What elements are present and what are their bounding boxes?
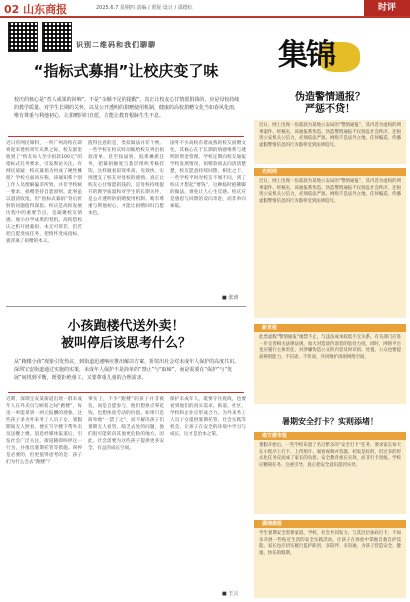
article2-body-col2: 事实上，不少“跑楼”的孩子并非被迫，而是自愿参与，他们想挣点零花钱，也想体验劳动的价值。如果只是简单地“一禁了之”，而不解决孩子们暑期无人看管、缺乏去处的问题，他们很可能转向其他更危险的地方。因此，社会需要为这些孩子提供更多安全、有益的成长空间。 — [88, 397, 164, 451]
page-header — [0, 0, 410, 18]
commentary5-body: 学生暑期安全需要家庭、学校、社会共同发力。与其层层加码打卡，不如多开展一些贴近生活的安全实践活动，让孩子在体验中掌握自救自护技能。家长也应切实履行监护职责，多陪伴、多沟通，为孩子营造安全、健康、快乐的假期。 — [259, 531, 401, 556]
commentary4-source: 南方都市报 — [254, 432, 406, 440]
article1-byline: ■ 张涛 — [222, 295, 239, 301]
article1-body-col2: 值得注意的是，类似做法并非个例。一些学校在校庆时动辄给校友列出捐款清单，甚至按届别、院系摊派任务，把募捐额度与基层组织考核挂钩。这样做看似效率高、见效快，实则透支了校友对母校的感情。真正让校友心甘情愿捐钱的，是母校持续提升的教学质量和对学生的长期关怀，是公开透明的捐赠使用机制。唯有尊重与利他初心，才能让捐赠回归自愿本色。 — [88, 141, 164, 216]
commentary1-title: 伪造警情通报？ 严惩不贷！ — [295, 92, 365, 115]
commentary1-card — [254, 120, 406, 164]
article1-lead: 校庆的核心是“育人成果的回响”，不是“余额不足的提醒”。真正让校友心甘情愿捐钱的，应是母校持续的教学质量、对学生长期的关怀，以及公开透明的捐赠使用机制，健康的高校捐赠文化当如春风化雨，唯有尊重与利他初心，让捐赠回归自愿，方能让教育根脉生生不息。 — [14, 97, 240, 119]
commentary3-source: 新京报 — [254, 324, 406, 332]
commentary2-card — [254, 168, 406, 318]
article2-lead: 从“跑楼小孩”现象引发热议，到街道迅速响应推出解决方案，折射出社会对未成年人保护的高度共识。深圳宝安街道通过实施的实策，未成年人保护不是简单的“禁止”与“取缔”，而是需要在“保护”与“发展”间找到平衡，既要拒绝童工，又要尊重儿童的合理需求。 — [14, 359, 240, 381]
divider — [8, 136, 244, 137]
commentary4-card — [254, 432, 406, 514]
article1-title: “指标式募捐”让校庆变了味 — [33, 62, 219, 80]
column-logo — [266, 24, 386, 86]
article2-title: 小孩跑楼代送外卖！ 被叫停后该思考什么？ — [60, 319, 191, 351]
commentary4-title: 暑期安全打卡？实则添堵！ — [282, 417, 378, 426]
article1-body-col1: 近日有网民爆料，一所广州高校在即将迎来建校周年庆典之际，校友群里收到了“校友每人至少捐款100元”的指标式任务要求，引发舆论关注。有网民质疑：校庆募捐为何成了硬性摊派？学校方面回应称，该通知系个别工作人员理解偏差所致，并非学校统一要求，捐赠坚持自愿原则。此事虽以澄清收尾，但“指标式募捐”背后折射的问题值得深思。校庆是高校发展历程中的重要节点，是凝聚校友情感、展示办学成果的契机。高校借校庆之机开展募捐，本无可厚非，但若把自愿变成任务，把情怀变成指标，就背离了捐赠的本义。 — [6, 141, 82, 244]
page-number: 02 山东商报 — [4, 3, 68, 16]
issue-meta: 2025.6.7 星期四 责编 / 贾悦 设计 / 邵德红 — [96, 5, 193, 11]
article2-byline: ■ 王言 — [222, 591, 239, 597]
commentary-column — [252, 18, 408, 602]
logo-text: 集锦 — [278, 38, 334, 73]
section-divider — [6, 306, 246, 307]
commentary1-intro: 近日，网上出现一份落款为某地公安局的“警情通报”，其内容为虚构的刑事案件。经核实，该通报系伪造。伪造警情通报不仅扰乱社会秩序，还损害公安机关公信力，必须依法严惩。网络不是法外之地，任何编造、传播虚假警情信息的行为都将受到法律追究。 — [259, 123, 401, 148]
article1-body-col3: 国外不少高校有着成熟的校友捐赠文化，其核心在于长期的情感维系与透明的资金管理。学校定期向校友通报学校发展情况，捐赠款项去向清清楚楚，校友愿意持续回馈。相比之下，一些学校平时对校友不闻不问，到了校庆才想起“要钱”，这种临时抱佛脚的做法，难免让人心生反感。校庆应是感恩与回馈的双向奔赴，而非单向索取。 — [170, 141, 246, 209]
qr-caption: 识别二维码和我们聊聊 — [76, 41, 156, 49]
commentary3-card — [254, 324, 406, 404]
commentary4-body: 暑假开始后，一些学校布置了名目繁多的“安全打卡”任务，要求家长每天在小程序上打卡、上传照片、观看视频并答题。初衷是好的，但过多的形式化任务反而成了家长的负担。安全教育重在实效，而非打卡留痕。学校应精简任务、注重引导，真正把安全意识落到实处。 — [259, 443, 401, 468]
commentary5-card — [254, 520, 406, 598]
commentary3-body: 此类虚假“警情通报”屡禁不止，与违法成本较低不无关系。有关部门应进一步完善相关法律法规，加大对造谣传谣者的惩处力度。同时，网络平台也应履行主体责任，对涉嫌伪造公文的内容及时识别、处置。公众也要提高辨别能力，不信谣、不传谣，共同维护清朗网络空间。 — [259, 335, 401, 360]
article2-body-col3: 保护未成年人，既要守住底线，也要看到他们的真实需求。街道、社区、学校和企业应形成合力，为外来务工人员子女提供暑期托管、社会实践等机会，让孩子在安全的环境中学习与成长，这才是治本之策。 — [170, 397, 246, 437]
commentary2-source: 光明网 — [254, 168, 406, 176]
commentary5-source: 潇湘晨报 — [254, 520, 406, 528]
article2-body-col1: 近期，深圳宝安某街道出现一群未成年人在外卖员与顾客之间“跑楼”，每送一单能拿到一两元报酬的现象。这些孩子多为外来务工人员子女，暑假期间无人照看，便在写字楼下帮外卖员送餐上楼。消息经媒体报道后，引发社会广泛关注，街道随即叫停这一行为，并推出暑期托管等措施。叫停是必要的，但更值得思考的是：孩子们为什么会去“跑楼”？ — [6, 397, 82, 465]
divider — [8, 392, 244, 393]
qr-code-left[interactable] — [8, 22, 38, 52]
qr-code-right[interactable] — [42, 22, 72, 52]
commentary2-body: 近日，网上出现一份落款为某地公安局的“警情通报”，其内容为虚构的刑事案件。经核实，该通报系伪造。伪造警情通报不仅扰乱社会秩序，还损害公安机关公信力，必须依法严惩。网络不是法外之地，任何编造、传播虚假警情信息的行为都将受到法律追究。 — [259, 179, 401, 204]
section-label: 时评 — [364, 0, 410, 16]
